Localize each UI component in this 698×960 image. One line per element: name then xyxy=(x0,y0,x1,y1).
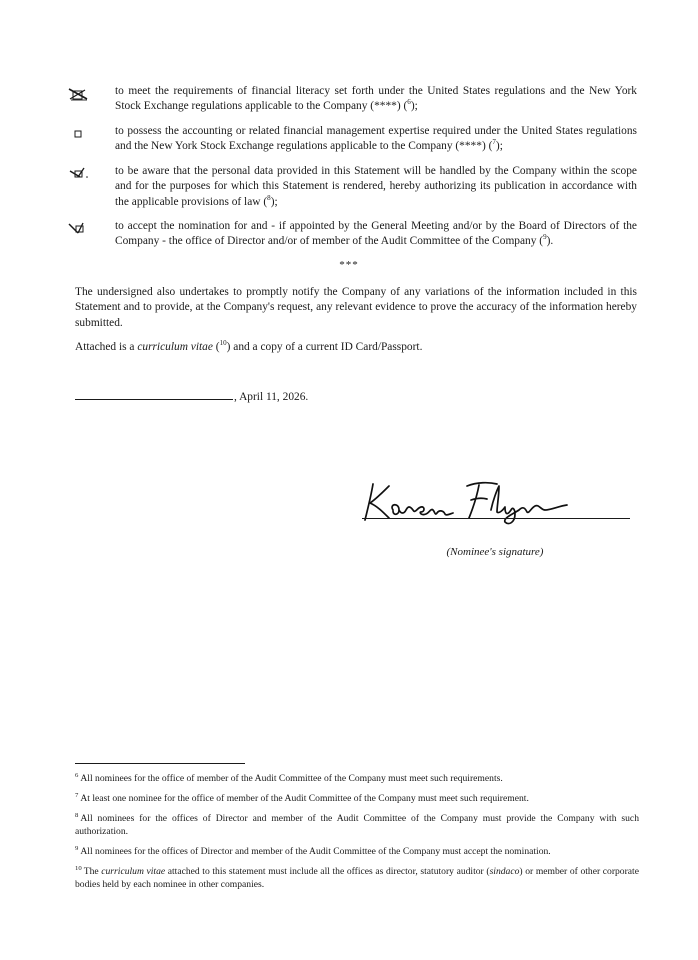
undertaking-paragraph: The undersigned also undertakes to promptly notify the Company of any variations of the information included in this Statement and to provide, at the Company's request, any relevant evidence to prove the accuracy of the information hereby submitted. xyxy=(75,286,637,329)
signature-text: Karen Flynn xyxy=(355,528,361,529)
checked-box-icon[interactable] xyxy=(68,86,90,102)
attachment-paragraph: Attached is a curriculum vitae ($^{10}$) and a copy of a current ID Card/Passport. xyxy=(75,339,423,353)
signature-caption: (Nominee's signature) xyxy=(446,546,544,558)
footnote-8: $^8$ All nominees for the offices of Director and member of the Audit Committee of the Company must provide the Company with such authorization. xyxy=(75,811,639,837)
signature-line xyxy=(362,518,630,519)
empty-checkbox-icon[interactable] xyxy=(68,126,90,142)
checked-box-icon[interactable] xyxy=(68,166,90,182)
footnote-divider xyxy=(75,763,245,764)
checklist-item-text: to possess the accounting or related financial management expertise required under the United States regulations and the New York Stock Exchange regulations applicable to the Company (****) ($^7$); xyxy=(115,125,637,153)
section-separator: *** xyxy=(339,259,359,271)
footnote-10: $^{10}$ The curriculum vitae attached to this statement must include all the offices as director, statutory auditor (sindaco) or member of other corporate bodies held by each nominee in other companies. xyxy=(75,864,639,890)
handwritten-signature xyxy=(355,470,635,530)
footnote-7: $^7$ At least one nominee for the office of member of the Audit Committee of the Company must meet such requirement. xyxy=(75,791,529,804)
checklist-item-text: to meet the requirements of financial literacy set forth under the United States regulations and the New York Stock Exchange regulations applicable to the Company (****) ($^6$); xyxy=(115,85,637,113)
checked-box-icon[interactable] xyxy=(68,221,90,237)
checklist-item-text: to be aware that the personal data provided in this Statement will be handled by the Company within the scope and for the purposes for which this Statement is rendered, hereby authorizing its publication in accordance with the applicable provisions of law ($^8$); xyxy=(115,165,637,208)
date-line: , April 11, 2026. xyxy=(75,389,308,405)
footnote-9: $^9$ All nominees for the offices of Director and member of the Audit Committee of the Company must accept the nomination. xyxy=(75,844,551,857)
footnote-6: $^6$ All nominees for the office of member of the Audit Committee of the Company must meet such requirements. xyxy=(75,771,503,784)
checklist-item-text: to accept the nomination for and - if appointed by the General Meeting and/or by the Board of Directors of the Company - the office of Director and/or of member of the Audit Committee of the Company ($^9$). xyxy=(115,220,637,248)
place-blank-field[interactable] xyxy=(75,389,233,400)
